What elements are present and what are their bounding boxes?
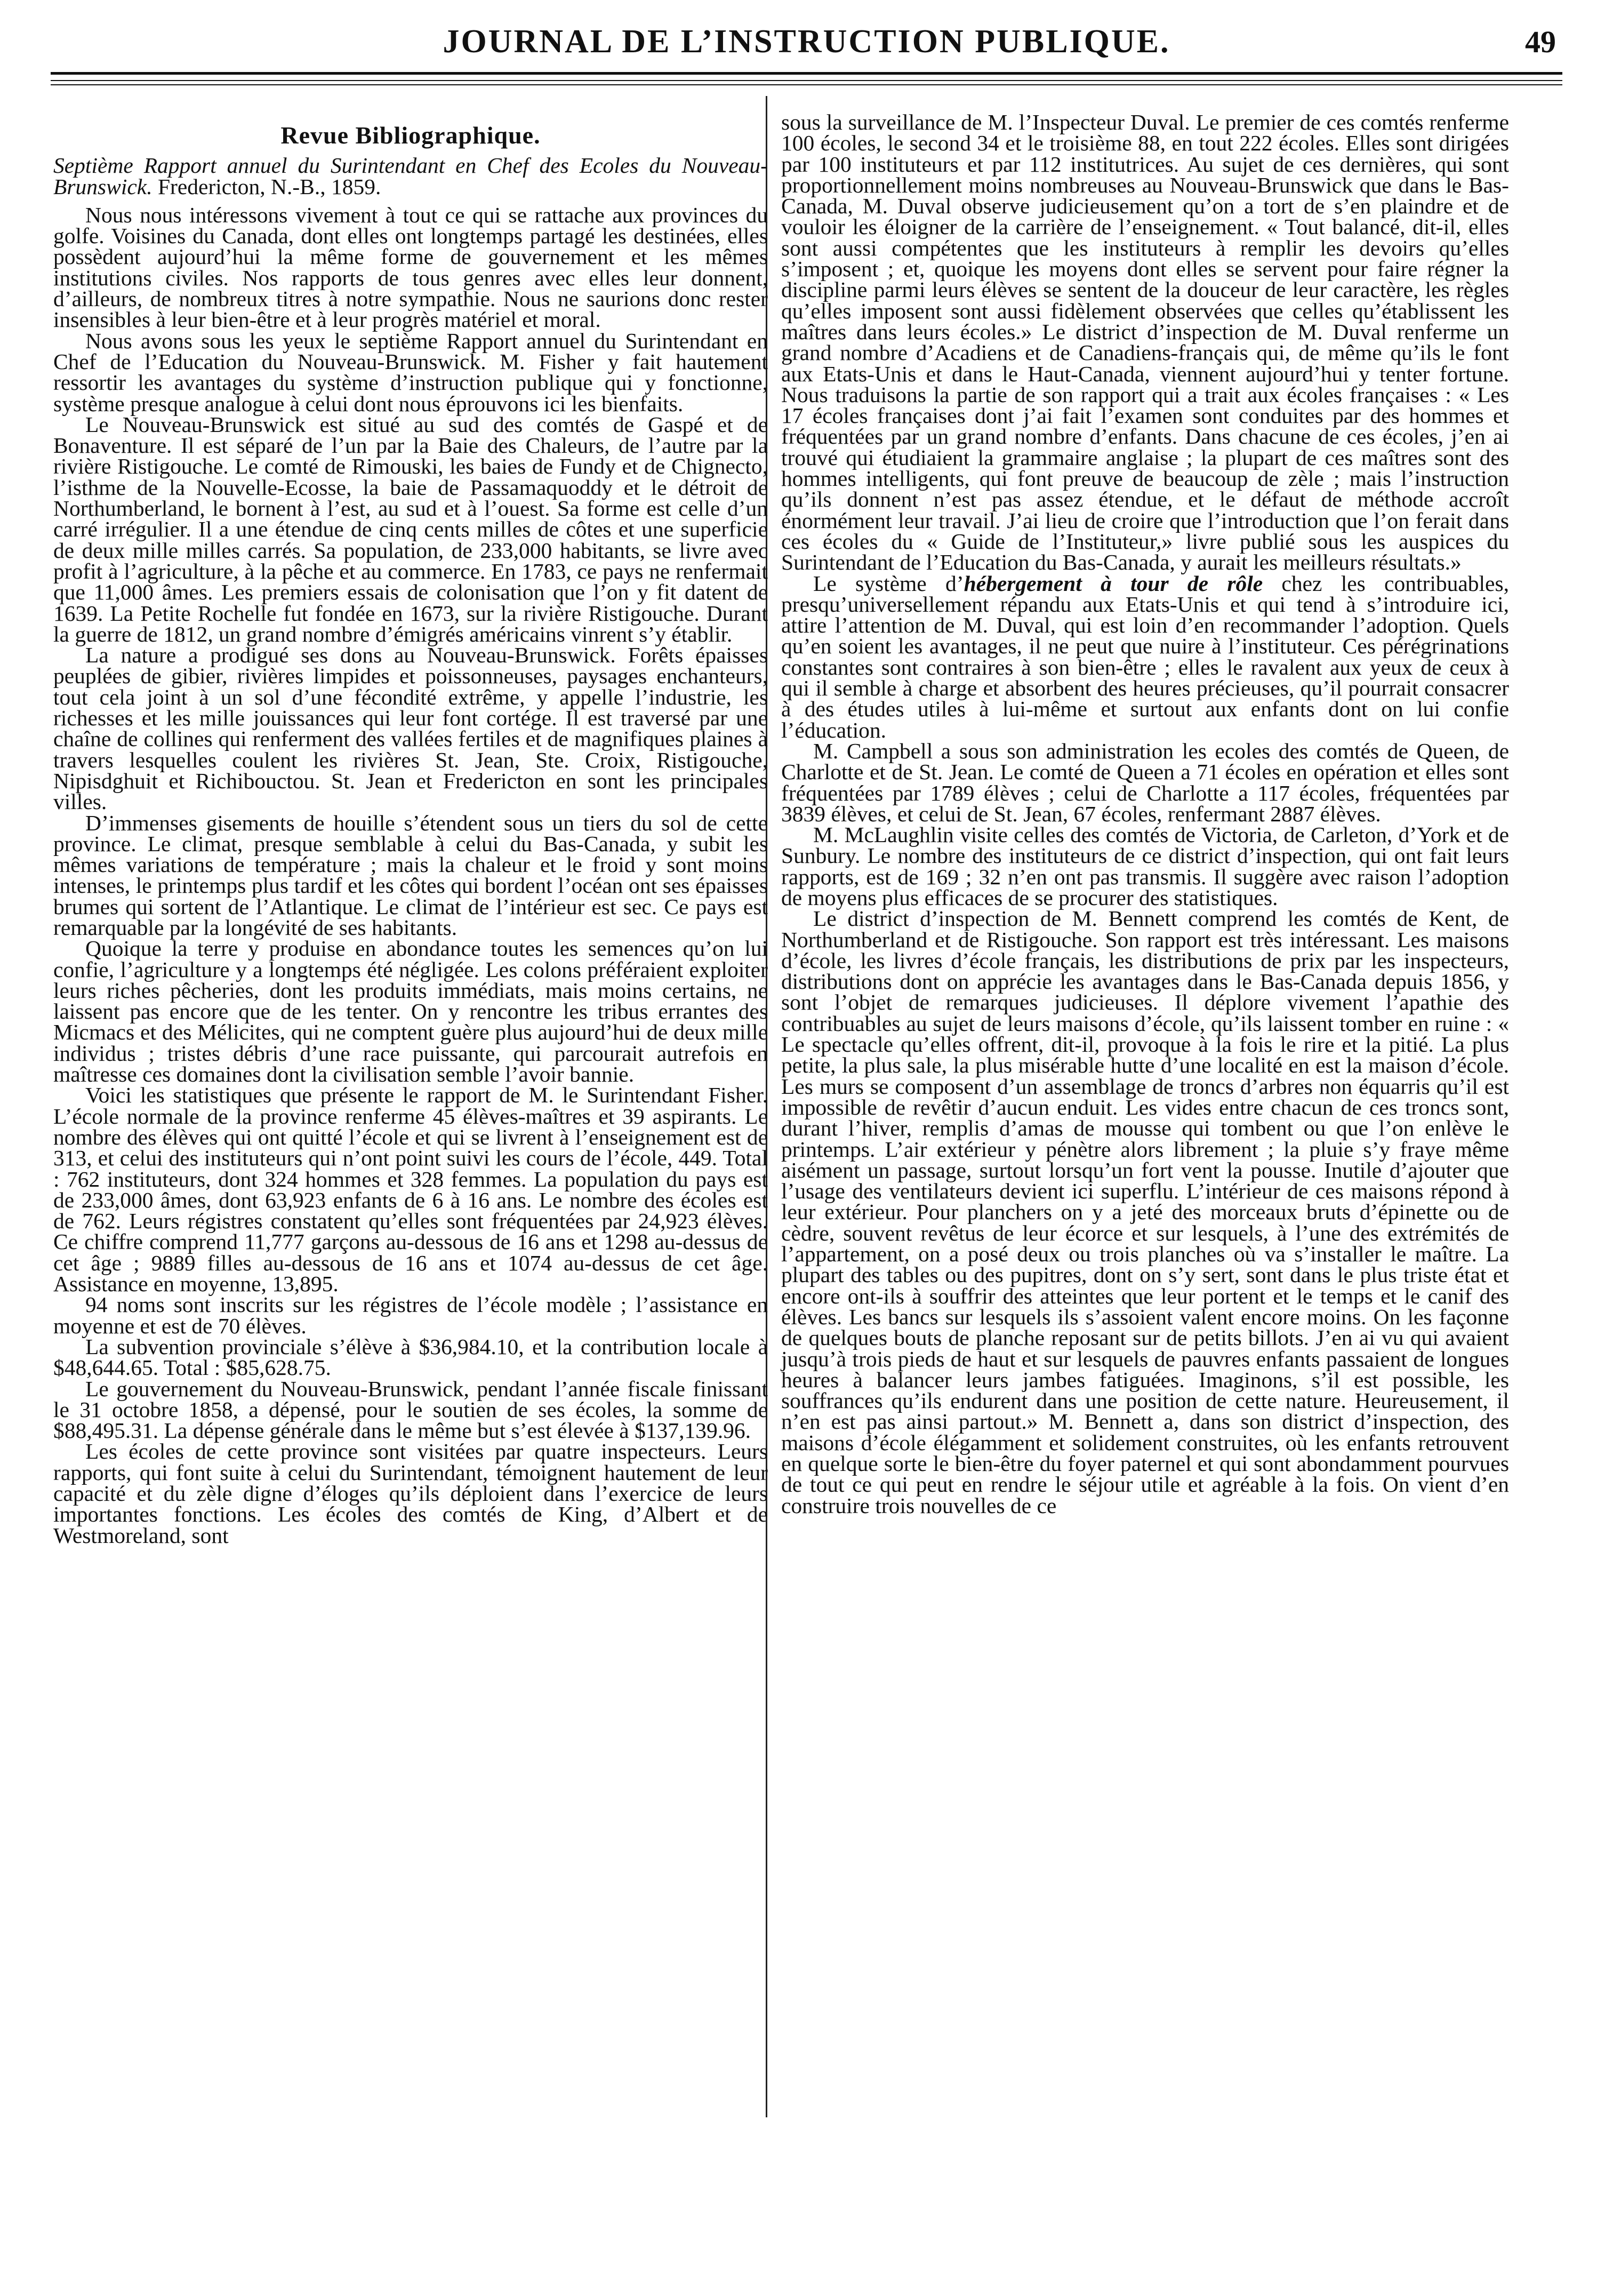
paragraph: M. Campbell a sous son administration les ecoles des comtés de Queen, de Charlotte et de St. Jean. Le comté de Queen a 71 écoles en opération et elles sont fréquentées par 1789 élèves ; celui de Charlotte a 117 écoles, fréquentées par 3839 élèves, et celui de St. Jean, 67 écoles, renfermant 2887 élèves. [781,738,1509,826]
paragraph: Le district d’inspection de M. Bennett comprend les comtés de Kent, de Northumberland et de Ristigouche. Son rapport est très intéressant. Les maisons d’école, les livres d’école français, les distributions de prix par les inspecteurs, distributions dont on apprécie les avantages dans le Bas-Canada depuis 1856, y sont l’objet de remarques judicieuses. Il déplore vivement l’apathie des contribuables au sujet de leurs maisons d’école, qu’ils laissent tomber en ruine : « Le spectacle qu’elles offrent, dit-il, provoque à la fois le rire et la pitié. La plus petite, la plus sale, la plus misérable hutte d’une localité en est la maison d’école. Les murs se composent d’un assemblage de troncs d’arbres non équarris qu’il est impossible de revêtir d’aucun enduit. Les vides entre chacun de ces troncs sont, durant l’hiver, remplis d’amas de mousse qui tombent ou que l’on enlève le printemps. L’air extérieur y pénètre alors librement ; la pluie s’y fraye même aisément un passage, surtout lorsqu’un fort vent la pousse. Inutile d’ajouter que l’usage des ventilateurs devient ici superflu. L’intérieur de ces maisons répond à leur extérieur. Pour planchers on y a jeté des morceaux bruts d’épinette ou de cèdre, souvent revêtus de leur écorce et sur lesquels, à l’une des extrémités de l’appartement, on a posé deux ou trois planches où va s’installer le maître. La plupart des tables ou des pupitres, dont on s’y sert, sont dans le plus triste état et encore ont-ils à souffrir des atteintes que leur portent et le temps et le canif des élèves. Les bancs sur lesquels ils s’assoient valent encore moins. On les façonne de quelques bouts de planche reposant sur de petits billots. J’en ai vu qui avaient jusqu’à trois pieds de haut et sur lesquels de pauvres enfants passaient de longues heures à balancer leurs jambes fatiguées. Imaginons, s’il est possible, les souffrances qu’ils endurent dans une position de cette nature. Heureusement, il n’en est pas ainsi partout.» M. Bennett a, dans son district d’inspection, des maisons d’école élégamment et solidement construites, où les enfants retrouvent en quelque sorte le bien-être du foyer paternel et qui sont abondamment pourvues de tout ce qui peut en rendre le séjour utile et agréable à la fois. On vient d’en construire trois nouvelles de ce [781,906,1509,1518]
paragraph: Le gouvernement du Nouveau-Brunswick, pendant l’année fiscale finissant le 31 octobre 1858, a dépensé, pour le soutien de ses écoles, la somme de $88,495.31. La dépense générale dans le même but s’est élevée à $137,139.96. [53,1376,768,1443]
paragraph: 94 noms sont inscrits sur les régistres de l’école modèle ; l’assistance en moyenne et est de 70 élèves. [53,1292,768,1338]
emphasis-term: hébergement à tour de rôle [964,571,1263,596]
right-column [781,112,1509,1516]
paragraph: La nature a prodigué ses dons au Nouveau-Brunswick. Forêts épaisses peuplées de gibier, rivières limpides et poissonneuses, paysages enchanteurs, tout cela joint à un sol d’une fécondité extrême, y appelle l’industrie, les richesses et les mille jouissances qui leur font cortége. Il est traversé par une chaîne de collines qui renferment des vallées fertiles et de magnifiques plaines à travers lesquelles coulent les rivières St. Jean, Ste. Croix, Ristigouche, Nipisdghuit et Richibouctou. St. Jean et Fredericton en sont les principales villes. [53,643,768,814]
section-heading: Revue Bibliographique. [280,122,541,149]
paragraph: Nous avons sous les yeux le septième Rapport annuel du Surintendant en Chef de l’Education du Nouveau-Brunswick. M. Fisher y fait hautement ressortir les avantages du système d’instruction publique qui y fonctionne, système presque analogue à celui dont nous éprouvons ici les bienfaits. [53,328,768,416]
header-rule-thick [51,72,1562,75]
paragraph: Voici les statistiques que présente le rapport de M. le Surintendant Fisher. L’école normale de la province renferme 45 élèves-maîtres et 39 aspirants. Le nombre des élèves qui ont quitté l’école et qui se livrent à l’enseignement est de 313, et celui des instituteurs qui n’ont point suivi les cours de l’école, 449. Total : 762 instituteurs, dont 324 hommes et 328 femmes. La population du pays est de 233,000 âmes, dont 63,923 enfants de 6 à 16 ans. Le nombre des écoles est de 762. Leurs régistres constatent qu’elles sont fréquentées par 24,923 élèves. Ce chiffre comprend 11,777 garçons au-dessous de 16 ans et 1298 au-dessus de cet âge ; 9889 filles au-dessous de 16 ans et 1074 au-dessus de cet âge. Assistance en moyenne, 13,895. [53,1083,768,1297]
page-number: 49 [1525,25,1556,59]
paragraph: Le Nouveau-Brunswick est situé au sud des comtés de Gaspé et de Bonaventure. Il est séparé de l’un par la Baie des Chaleurs, de l’autre par la rivière Ristigouche. Le comté de Rimouski, les baies de Fundy et de Chignecto, l’isthme de la Nouvelle-Ecosse, la baie de Passamaquoddy et le détroit de Northumberland, le bornent à l’est, au sud et à l’ouest. Sa forme est celle d’un carré irrégulier. Il a une étendue de cinq cents milles de côtes et une superficie de deux mille milles carrés. Sa population, de 233,000 habitants, se livre avec profit à l’agriculture, à la pêche et au commerce. En 1783, ce pays ne renfermait que 11,000 âmes. Les premiers essais de colonisation que l’on y fit datent de 1639. La Petite Rochelle fut fondée en 1673, sur la rivière Ristigouche. Durant la guerre de 1812, un grand nombre d’émigrés américains vinrent s’y établir. [53,412,768,646]
paragraph-text: Le système d’ [813,571,964,596]
paragraph: La subvention provinciale s’élève à $36,984.10, et la contribution locale à $48,644.65. Total : $85,628.75. [53,1334,768,1380]
paragraph [781,573,1509,741]
paragraph: Quoique la terre y produise en abondance toutes les semences qu’on lui confie, l’agriculture y a longtemps été négligée. Les colons préféraient exploiter leurs riches pêcheries, dont les produits immédiats, mais moins certains, ne laissent pas encore que de les tenter. On y rencontre les tribus errantes des Micmacs et des Mélicites, qui ne comptent guère plus aujourd’hui de deux mille individus ; tristes débris d’une race puissante, qui parcourait autrefois en maîtresse ces domaines dont la civilisation semble l’avoir bannie. [53,936,768,1087]
review-subtitle-italic: Septième Rapport annuel du Surintendant en Chef des Ecoles du Nouveau-Brunswick. [53,153,768,199]
paragraph-text: chez les contribuables, presqu’universellement répandu aux Etats-Unis et qui tend à s’introduire ici, attire l’attention de M. Duval, qui est loin d’en recommander l’adoption. Quels qu’en soient les avantages, il ne peut que nuire à l’instituteur. Ces pérégrinations constantes sont contraires à son bien-être ; elles le ravalent aux yeux de ceux à qui il semble à charge et absorbent des heures précieuses, qu’il pourrait consacrer à des études utiles à lui-même et surtout aux enfants dont on lui confie l’éducation. [781,571,1509,742]
paragraph: M. McLaughlin visite celles des comtés de Victoria, de Carleton, d’York et de Sunbury. Le nombre des instituteurs de ce district d’inspection, qui ont fait leurs rapports, est de 169 ; 32 n’en ont pas transmis. Il suggère avec raison l’adoption de moyens plus efficaces de se procurer des statistiques. [781,822,1509,910]
journal-title: JOURNAL DE L’INSTRUCTION PUBLIQUE. [443,23,1170,60]
paragraph: D’immenses gisements de houille s’étendent sous un tiers du sol de cette province. Le climat, presque semblable à celui du Bas-Canada, y subit les mêmes variations de température ; mais la chaleur et le froid y sont moins intenses, le printemps plus tardif et les côtes qui bordent l’océan ont ses épaisses brumes qui sortent de l’Atlantique. Le climat de l’intérieur est sec. Ce pays est remarquable par la longévité de ses habitants. [53,810,768,940]
header-rule-thin-2 [51,84,1562,85]
running-head [51,19,1562,67]
left-column [53,112,768,1546]
review-subtitle [53,155,768,197]
paragraph: Nous nous intéressons vivement à tout ce qui se rattache aux provinces du golfe. Voisines du Canada, dont elles ont longtemps partagé les destinées, elles possèdent aujourd’hui la même forme de gouvernement et les mêmes institutions civiles. Nos rapports de tous genres avec elles leur donnent, d’ailleurs, de nombreux titres à notre sympathie. Nous ne saurions donc rester insensibles à leur bien-être et à leur progrès matériel et moral. [53,202,768,332]
paragraph-continued: sous la surveillance de M. l’Inspecteur Duval. Le premier de ces comtés renferme 100 écoles, le second 34 et le troisième 88, en tout 222 écoles. Elles sont dirigées par 100 instituteurs et par 112 institutrices. Au sujet de ces dernières, qui sont proportionnellement moins nombreuses au Nouveau-Brunswick que dans le Bas-Canada, M. Duval observe judicieusement qu’on a tort de s’en plaindre et de vouloir les éloigner de la carrière de l’enseignement. « Tout balancé, dit-il, elles sont aussi compétentes que les instituteurs à remplir les devoirs qu’elles s’imposent ; et, quoique les moyens dont elles se servent pour faire régner la discipline parmi leurs élèves se sentent de la douceur de leur caractère, les règles qu’elles imposent sont aussi fidèlement observées que celles qu’établissent les maîtres dans leurs écoles.» Le district d’inspection de M. Duval renferme un grand nombre d’Acadiens et de Canadiens-français qui, de même qu’ils le font aux Etats-Unis et dans le Haut-Canada, viennent aujourd’hui y tenter fortune. Nous traduisons la partie de son rapport qui a trait aux écoles françaises : « Les 17 écoles françaises dont j’ai fait l’examen sont conduites par des hommes et fréquentées par un grand nombre d’enfants. Dans chacune de ces écoles, j’en ai trouvé qui étudiaient la grammaire anglaise ; la plupart de ces maîtres sont des hommes intelligents, qui font preuve de beaucoup de zèle ; mais l’instruction qu’ils donnent n’est pas assez étendue, et le défaut de méthode accroît énormément leur travail. J’ai lieu de croire que l’introduction que l’on ferait dans ces écoles du « Guide de l’Instituteur,» livre publié sous les auspices du Surintendant de l’Education du Bas-Canada, y aurait les meilleurs résultats.» [781,110,1509,575]
review-subtitle-place-date: Fredericton, N.-B., 1859. [157,174,381,199]
paragraph: Les écoles de cette province sont visitées par quatre inspecteurs. Leurs rapports, qui font suite à celui du Surintendant, témoignent hautement de leur capacité et du zèle digne d’éloges qu’ils déploient dans l’exercice de leurs importantes fonctions. Les écoles des comtés de King, d’Albert et de Westmoreland, sont [53,1439,768,1548]
header-rule-thin [51,80,1562,81]
